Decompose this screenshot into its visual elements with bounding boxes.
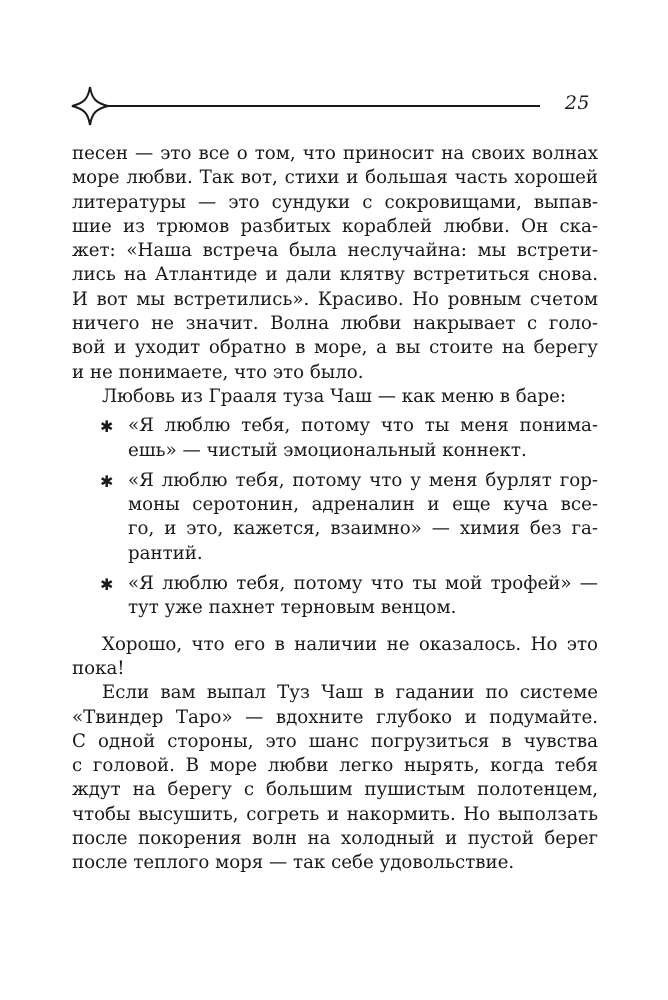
text-line: пока! <box>72 657 125 679</box>
text-line: тут уже пахнет терновым венцом. <box>128 597 457 619</box>
text-line: с головой. В море любви легко нырять, когда тебя <box>72 755 598 777</box>
text-line: шие из трюмов разбитых кораблей любви. Он ска- <box>72 215 598 237</box>
text-line: ждут на берегу с большим пушистым полотенцем, <box>72 779 598 801</box>
text-line: вой и уходит обратно в море, а вы стоите на берегу <box>72 337 598 359</box>
asterisk-bullet-icon: ✱ <box>100 471 114 491</box>
paragraph <box>72 633 598 682</box>
page-header <box>70 86 590 126</box>
page-number: 25 <box>564 92 590 114</box>
text-line: «Я люблю тебя, потому что ты мой трофей» — <box>128 573 598 595</box>
text-line: ешь» — чистый эмоциональный коннект. <box>128 439 527 461</box>
list-item <box>72 572 598 621</box>
text-line: море любви. Так вот, стихи и большая часть хорошей <box>72 167 598 189</box>
text-line: моны серотонин, адреналин и еще куча все- <box>128 494 598 516</box>
text-line: Если вам выпал Туз Чаш в гадании по системе <box>102 682 598 704</box>
text-line: лись на Атлантиде и дали клятву встретиться снова. <box>72 264 598 286</box>
paragraph: Любовь из Грааля туза Чаш — как меню в баре: <box>102 385 567 407</box>
text-line: песен — это все о том, что приносит на своих волнах <box>72 143 598 164</box>
text-line: и не понимаете, что это было. <box>72 361 364 383</box>
list-item <box>72 414 598 463</box>
text-line: после теплого моря — так себе удовольствие. <box>72 852 515 874</box>
text-line: «Твиндер Таро» — вдохните глубоко и подумайте. <box>72 706 598 728</box>
page-body <box>72 142 598 876</box>
text-line: чтобы высушить, согреть и накормить. Но выползать <box>72 803 598 825</box>
text-line: «Я люблю тебя, потому что у меня бурлят гор- <box>128 469 598 491</box>
list-item <box>72 469 598 566</box>
text-line: рантий. <box>128 542 203 564</box>
text-line: ничего не значит. Волна любви накрывает с голо- <box>72 313 598 335</box>
text-line: И вот мы встретились». Красиво. Но ровным счетом <box>72 288 598 310</box>
asterisk-bullet-icon: ✱ <box>100 417 114 437</box>
paragraph <box>72 681 598 875</box>
asterisk-bullet-icon: ✱ <box>100 575 114 595</box>
text-line: го, и это, кажется, взаимно» — химия без га- <box>128 518 598 540</box>
text-line: С одной стороны, это шанс погрузиться в чувства <box>72 730 598 752</box>
text-line: «Я люблю тебя, потому что ты меня понима- <box>128 415 598 437</box>
text-line: литературы — это сундуки с сокровищами, выпав- <box>72 191 598 213</box>
text-line: Хорошо, что его в наличии не оказалось. Но это <box>102 633 598 655</box>
paragraph <box>72 142 598 385</box>
sparkle-star-icon <box>72 87 108 125</box>
text-line: после покорения волн на холодный и пустой берег <box>72 828 598 850</box>
text-line: жет: «Наша встреча была неслучайна: мы встрети- <box>72 240 598 262</box>
header-rule <box>70 86 550 126</box>
